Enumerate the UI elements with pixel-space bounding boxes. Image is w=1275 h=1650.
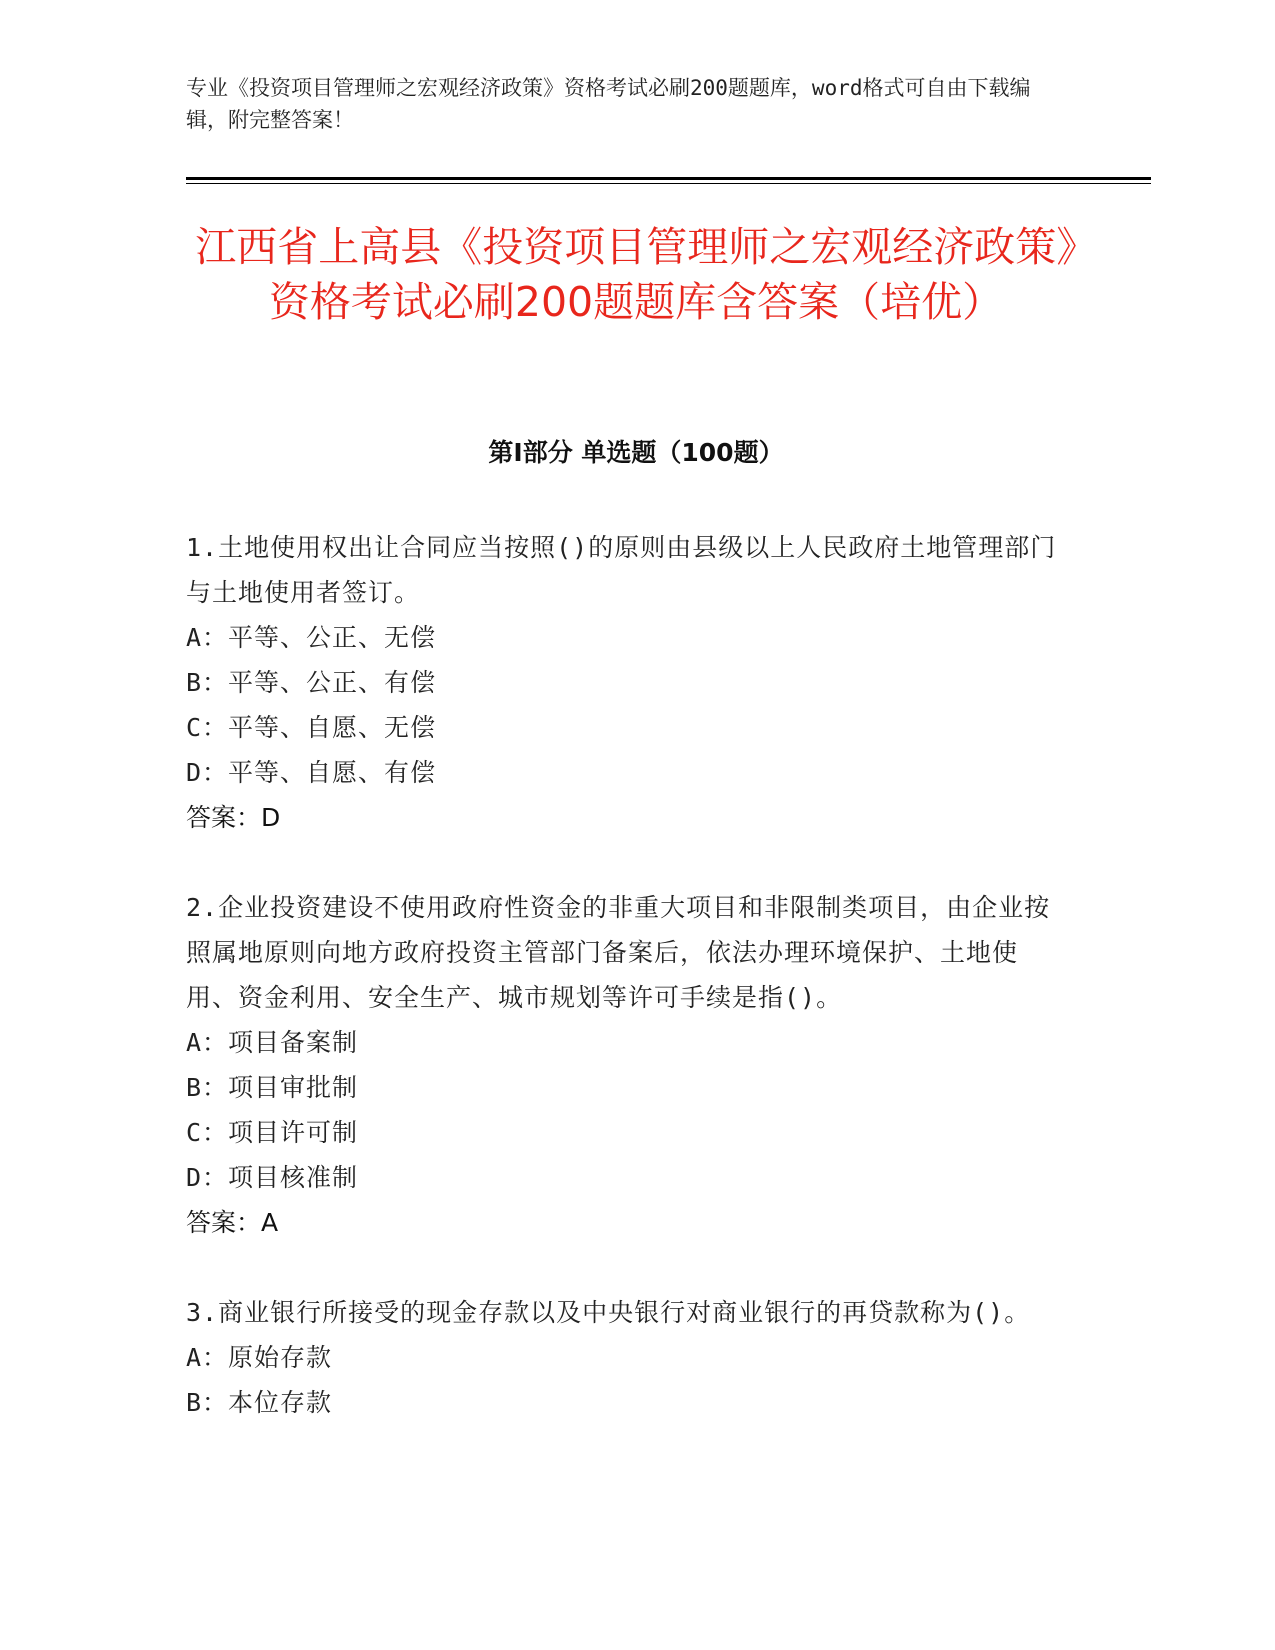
- document-title: 江西省上高县《投资项目管理师之宏观经济政策》资格考试必刷200题题库含答案（培优）: [195, 223, 1077, 326]
- header-rule-thin: [186, 183, 1151, 184]
- option-a: A：项目备案制: [186, 1028, 359, 1057]
- answer: 答案：D: [186, 803, 281, 832]
- question-stem: 1.土地使用权出让合同应当按照()的原则由县级以上人民政府土地管理部门与土地使用者签订。: [186, 533, 1057, 607]
- header-note: 专业《投资项目管理师之宏观经济政策》资格考试必刷200题题库，word格式可自由下载编辑，附完整答案！: [186, 76, 1031, 132]
- question-1: [186, 525, 1066, 840]
- option-c: C：项目许可制: [186, 1118, 359, 1147]
- option-d: D：平等、自愿、有偿: [186, 758, 437, 787]
- question-list: [186, 525, 1066, 1470]
- answer: 答案：A: [186, 1208, 279, 1237]
- section-title: 第Ⅰ部分 单选题（100题）: [488, 438, 784, 467]
- option-b: B：平等、公正、有偿: [186, 668, 437, 697]
- option-b: B：项目审批制: [186, 1073, 359, 1102]
- question-stem: 3.商业银行所接受的现金存款以及中央银行对商业银行的再贷款称为()。: [186, 1298, 1031, 1327]
- option-c: C：平等、自愿、无偿: [186, 713, 437, 742]
- question-2: [186, 885, 1066, 1245]
- option-a: A：原始存款: [186, 1343, 333, 1372]
- option-a: A：平等、公正、无偿: [186, 623, 437, 652]
- question-stem: 2.企业投资建设不使用政府性资金的非重大项目和非限制类项目，由企业按照属地原则向地方政府投资主管部门备案后，依法办理环境保护、土地使用、资金利用、安全生产、城市规划等许可手续是指()。: [186, 893, 1051, 1012]
- question-3: [186, 1290, 1066, 1425]
- option-b: B：本位存款: [186, 1388, 333, 1417]
- option-d: D：项目核准制: [186, 1163, 359, 1192]
- header-rule-thick: [186, 177, 1151, 180]
